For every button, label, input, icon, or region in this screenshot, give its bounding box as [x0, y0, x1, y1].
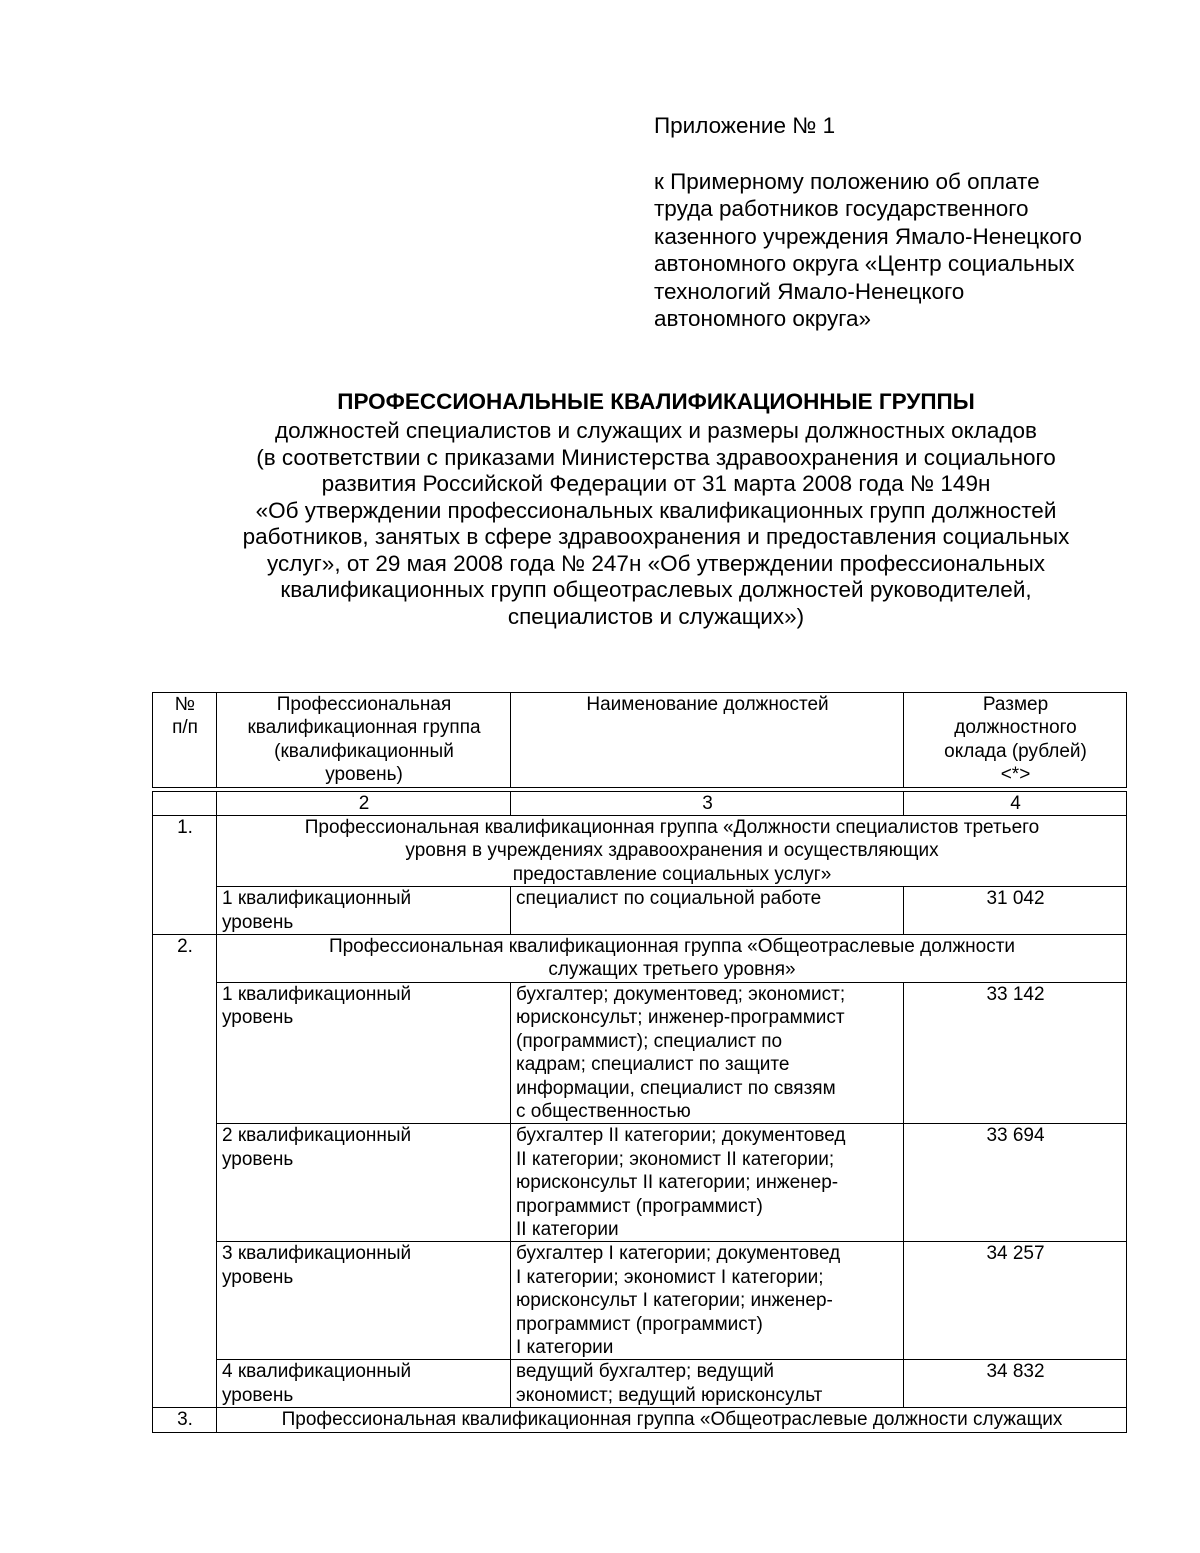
section-title: Профессиональная квалификационная группа «Общеотраслевые должности служащих: [217, 1408, 1127, 1432]
section-title: Профессиональная квалификационная группа «Общеотраслевые должности служащих третьего уровня»: [217, 935, 1127, 983]
subtitle-line: работников, занятых в сфере здравоохранения и предоставления социальных: [242, 524, 1070, 549]
document-title: ПРОФЕССИОНАЛЬНЫЕ КВАЛИФИКАЦИОННЫЕ ГРУППЫ: [337, 389, 975, 414]
appendix-subtitle-line: автономного округа «Центр социальных: [654, 251, 1075, 276]
subtitle-line: «Об утверждении профессиональных квалификационных групп должностей: [255, 497, 1057, 523]
subtitle-line: специалистов и служащих»): [507, 603, 805, 629]
table-row: [153, 1360, 1127, 1408]
section-row: [153, 816, 1127, 887]
header-group: Профессиональная квалификационная группа (квалификационный уровень): [217, 693, 511, 788]
header-salary: Размер должностного оклада (рублей) <*>: [904, 693, 1127, 788]
table-header-row: [153, 693, 1127, 788]
salary-cell: 34 832: [904, 1360, 1127, 1408]
section-row: [153, 935, 1127, 983]
level-cell: 1 квалификационный уровень: [217, 887, 511, 935]
section-row: [153, 1408, 1127, 1432]
subtitle-line: (в соответствии с приказами Министерства здравоохранения и социального: [256, 444, 1056, 470]
salary-table: [152, 692, 1127, 1433]
appendix-subtitle-line: казенного учреждения Ямало-Ненецкого: [654, 223, 1082, 249]
table-row: [153, 887, 1127, 935]
positions-cell: бухгалтер II категории; документовед II категории; экономист II категории; юрисконсульт II категории; инженер- программист (программист) II категории: [511, 1124, 904, 1242]
subtitle-line: услуг», от 29 мая 2008 года № 247н «Об утверждении профессиональных: [266, 550, 1046, 576]
salary-table-wrapper: [152, 692, 1126, 1433]
appendix-subtitle-line: труда работников государственного: [654, 196, 1029, 221]
salary-cell: 33 694: [904, 1124, 1127, 1242]
subtitle-line: развития Российской Федерации от 31 марта 2008 года № 149н: [321, 471, 991, 496]
col-number: [153, 791, 217, 815]
positions-cell: бухгалтер; документовед; экономист; юрисконсульт; инженер-программист (программист); специалист по кадрам; специалист по защите информации, специалист по связям с общественностью: [511, 982, 904, 1123]
level-cell: 4 квалификационный уровень: [217, 1360, 511, 1408]
appendix-block: [654, 112, 1154, 333]
appendix-subtitle-line: автономного округа»: [654, 306, 871, 331]
level-cell: 1 квалификационный уровень: [217, 982, 511, 1123]
col-number: 3: [511, 791, 904, 815]
section-num: 1.: [153, 816, 217, 935]
header-positions: Наименование должностей: [511, 693, 904, 788]
appendix-subtitle: [654, 168, 1154, 333]
level-cell: 3 квалификационный уровень: [217, 1242, 511, 1360]
section-title: Профессиональная квалификационная группа «Должности специалистов третьего уровня в учреждениях здравоохранения и осуществляющих предоставление социальных услуг»: [217, 816, 1127, 887]
table-row: [153, 1242, 1127, 1360]
table-row: [153, 1124, 1127, 1242]
salary-cell: 34 257: [904, 1242, 1127, 1360]
col-number: 4: [904, 791, 1127, 815]
document-subtitle: [150, 418, 1162, 630]
positions-cell: бухгалтер I категории; документовед I категории; экономист I категории; юрисконсульт I категории; инженер- программист (программист) I категории: [511, 1242, 904, 1360]
level-cell: 2 квалификационный уровень: [217, 1124, 511, 1242]
appendix-subtitle-line: технологий Ямало-Ненецкого: [654, 278, 965, 304]
subtitle-line: квалификационных групп общеотраслевых должностей руководителей,: [280, 577, 1032, 602]
header-num: № п/п: [153, 693, 217, 788]
column-number-row: [153, 791, 1127, 815]
salary-cell: 33 142: [904, 982, 1127, 1123]
subtitle-line: должностей специалистов и служащих и размеры должностных окладов: [275, 418, 1037, 443]
section-num: 2.: [153, 935, 217, 1408]
positions-cell: специалист по социальной работе: [511, 887, 904, 935]
col-number: 2: [217, 791, 511, 815]
table-row: [153, 982, 1127, 1123]
salary-cell: 31 042: [904, 887, 1127, 935]
appendix-title: Приложение № 1: [654, 113, 836, 138]
section-num: 3.: [153, 1408, 217, 1432]
appendix-subtitle-line: к Примерному положению об оплате: [654, 168, 1040, 194]
positions-cell: ведущий бухгалтер; ведущий экономист; ведущий юрисконсульт: [511, 1360, 904, 1408]
